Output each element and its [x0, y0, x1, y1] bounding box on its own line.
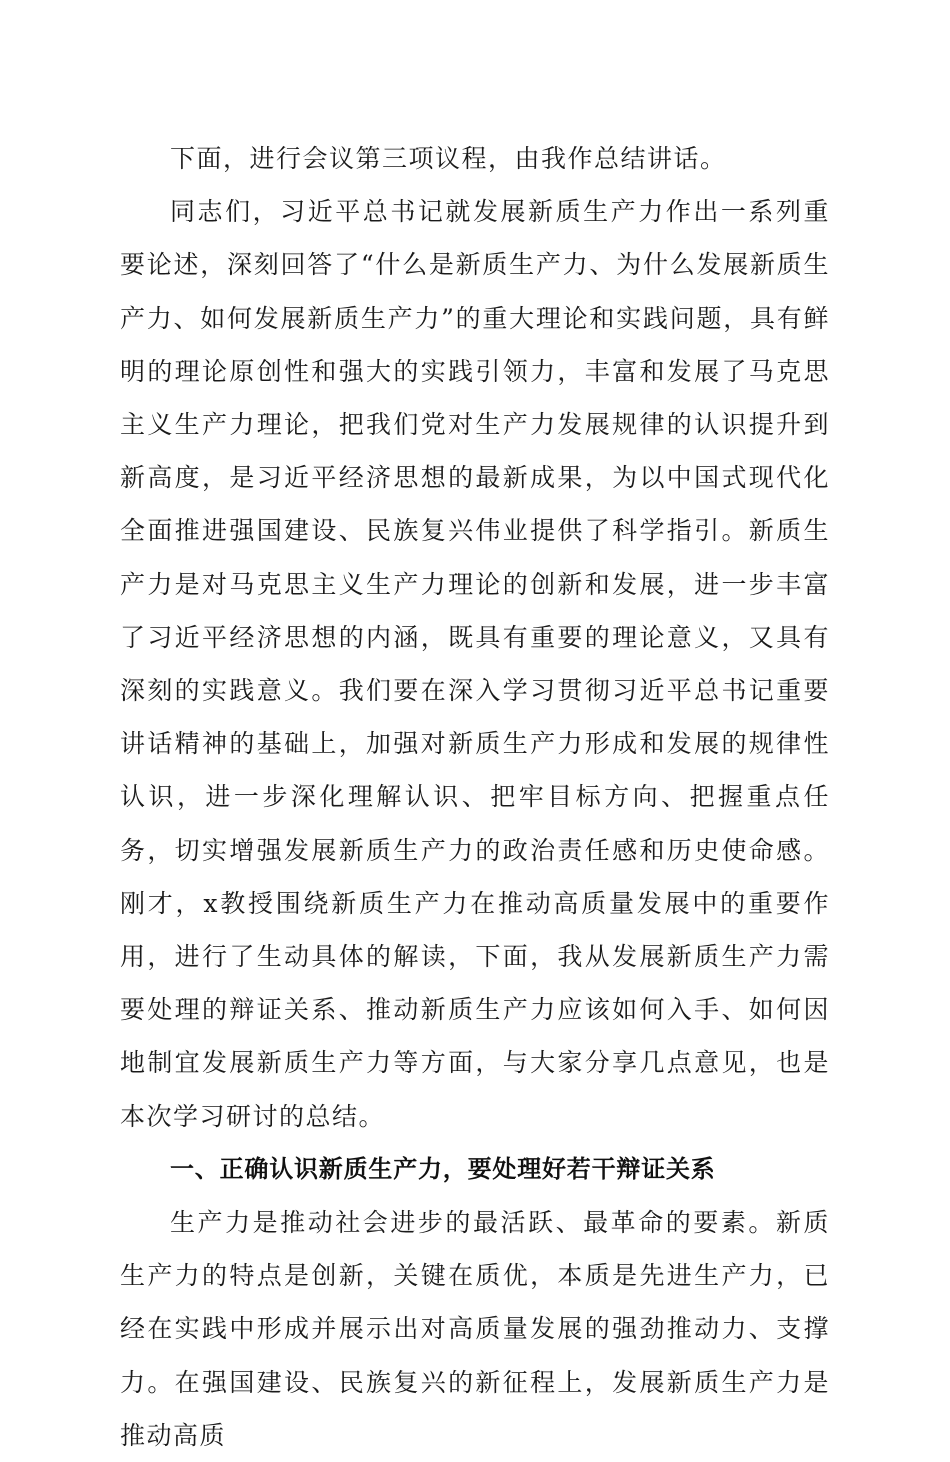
document-body [120, 132, 830, 1462]
section-paragraph: 生产力是推动社会进步的最活跃、最革命的要素。新质生产力的特点是创新，关键在质优，本质是先进生产力，已经在实践中形成并展示出对高质量发展的强劲推动力、支撑力。在强国建设、民族复兴的新征程上，发展新质生产力是推动高质 [120, 1208, 830, 1450]
intro-paragraph: 同志们，习近平总书记就发展新质生产力作出一系列重要论述，深刻回答了“什么是新质生产力、为什么发展新质生产力、如何发展新质生产力”的重大理论和实践问题，具有鲜明的理论原创性和强大的实践引领力，丰富和发展了马克思主义生产力理论，把我们党对生产力发展规律的认识提升到新高度，是习近平经济思想的最新成果，为以中国式现代化全面推进强国建设、民族复兴伟业提供了科学指引。新质生产力是对马克思主义生产力理论的创新和发展，进一步丰富了习近平经济思想的内涵，既具有重要的理论意义，又具有深刻的实践意义。我们要在深入学习贯彻习近平总书记重要讲话精神的基础上，加强对新质生产力形成和发展的规律性认识，进一步深化理解认识、把牢目标方向、把握重点任务，切实增强发展新质生产力的政治责任感和历史使命感。刚才，x教授围绕新质生产力在推动高质量发展中的重要作用，进行了生动具体的解读，下面，我从发展新质生产力需要处理的辩证关系、推动新质生产力应该如何入手、如何因地制宜发展新质生产力等方面，与大家分享几点意见，也是本次学习研讨的总结。 [120, 197, 830, 1131]
section-heading: 一、正确认识新质生产力，要处理好若干辩证关系 [170, 1154, 716, 1183]
opening-paragraph: 下面，进行会议第三项议程，由我作总结讲话。 [170, 144, 727, 173]
